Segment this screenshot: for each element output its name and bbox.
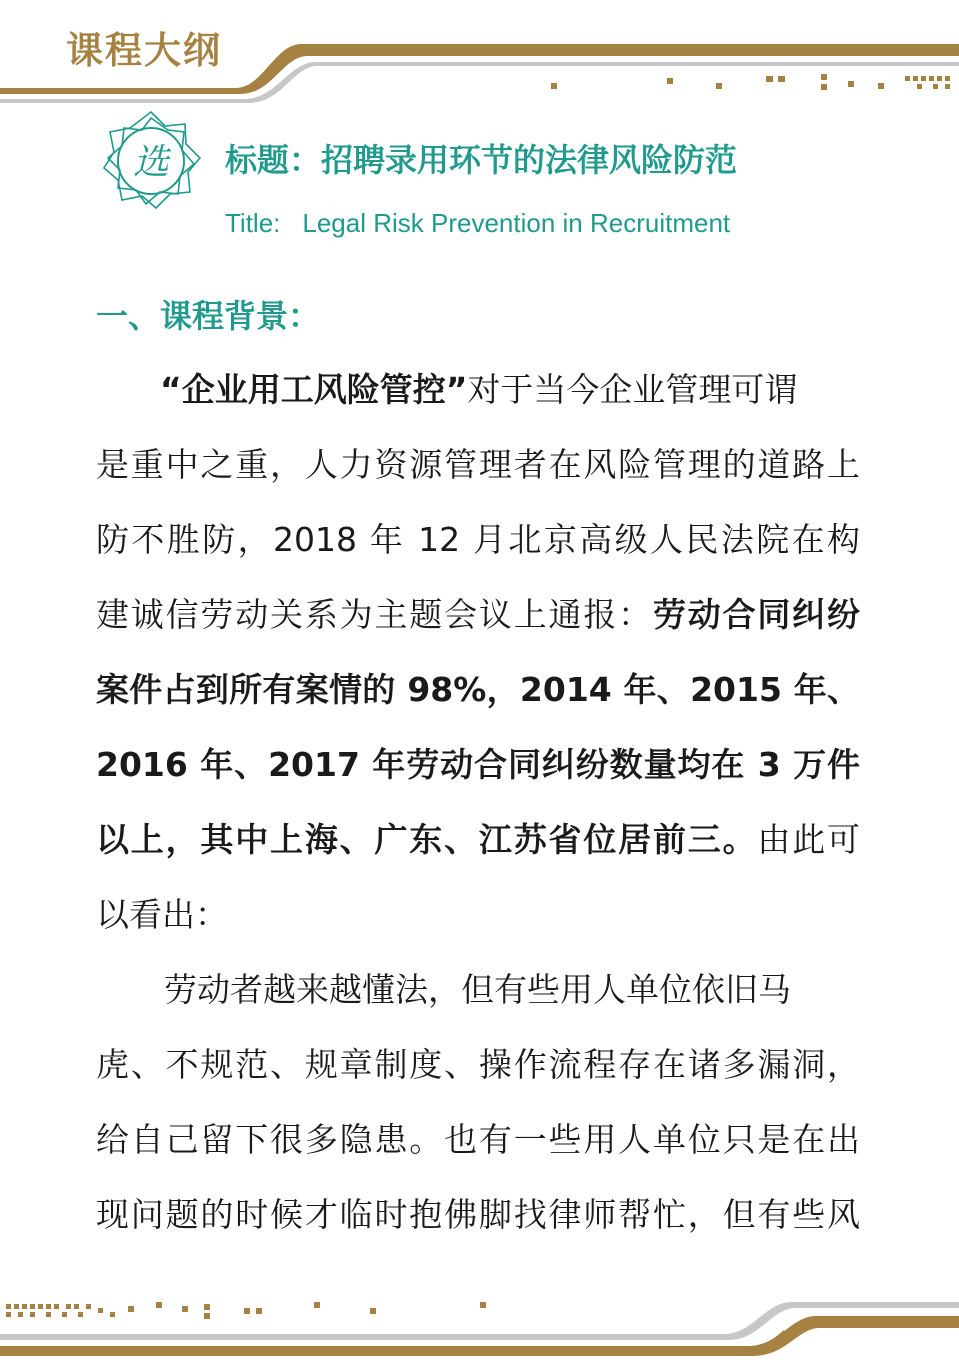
emblem-glyph: 选 bbox=[132, 142, 170, 183]
paragraph1-line4-plain: 建诚信劳动关系为主题会议上通报： bbox=[96, 595, 653, 634]
header-title: 课程大纲 bbox=[66, 28, 222, 72]
paragraph1-line7-rest: 由此可 bbox=[757, 820, 861, 859]
title-english-label: Title: bbox=[225, 208, 281, 238]
paragraph1-line7 bbox=[96, 802, 860, 877]
paragraph2-line3: 给自己留下很多隐患。也有一些用人单位只是在出 bbox=[96, 1120, 860, 1159]
paragraph1-line5: 案件占到所有案情的 98%，2014 年、2015 年、 bbox=[96, 670, 860, 709]
title-chinese: 标题：招聘录用环节的法律风险防范 bbox=[225, 141, 738, 179]
bottom-gold-band bbox=[0, 1302, 959, 1356]
top-dot-trail bbox=[551, 74, 950, 90]
body-text bbox=[96, 352, 860, 1252]
paragraph2-line2: 虎、不规范、规章制度、操作流程存在诸多漏洞， bbox=[96, 1045, 860, 1084]
paragraph1-line7-bold: 以上，其中上海、广东、江苏省位居前三。 bbox=[96, 820, 758, 859]
paragraph1-line1-rest: 对于当今企业管理可谓 bbox=[467, 370, 798, 409]
paragraph2-line1: 劳动者越来越懂法，但有些用人单位依旧马 bbox=[164, 970, 791, 1009]
paragraph1-line1 bbox=[96, 352, 860, 427]
title-english-text: Legal Risk Prevention in Recruitment bbox=[302, 208, 731, 238]
paragraph2-line4: 现问题的时候才临时抱佛脚找律师帮忙，但有些风 bbox=[96, 1195, 860, 1234]
paragraph1-line2: 是重中之重，人力资源管理者在风险管理的道路上 bbox=[96, 445, 860, 484]
paragraph1-line3: 防不胜防，2018 年 12 月北京高级人民法院在构 bbox=[96, 520, 860, 559]
title-english bbox=[225, 205, 730, 241]
section-heading-background: 一、课程背景： bbox=[96, 297, 321, 335]
paragraph1-line4-bold: 劳动合同纠纷 bbox=[652, 595, 861, 634]
bottom-dot-trail bbox=[6, 1302, 486, 1319]
paragraph1-line4 bbox=[96, 577, 860, 652]
emblem-seal-icon bbox=[96, 108, 206, 216]
paragraph1-line8: 以看出： bbox=[96, 895, 228, 934]
paragraph1-line6: 2016 年、2017 年劳动合同纠纷数量均在 3 万件 bbox=[96, 745, 860, 784]
paragraph1-emphasis: “企业用工风险管控” bbox=[160, 370, 468, 409]
